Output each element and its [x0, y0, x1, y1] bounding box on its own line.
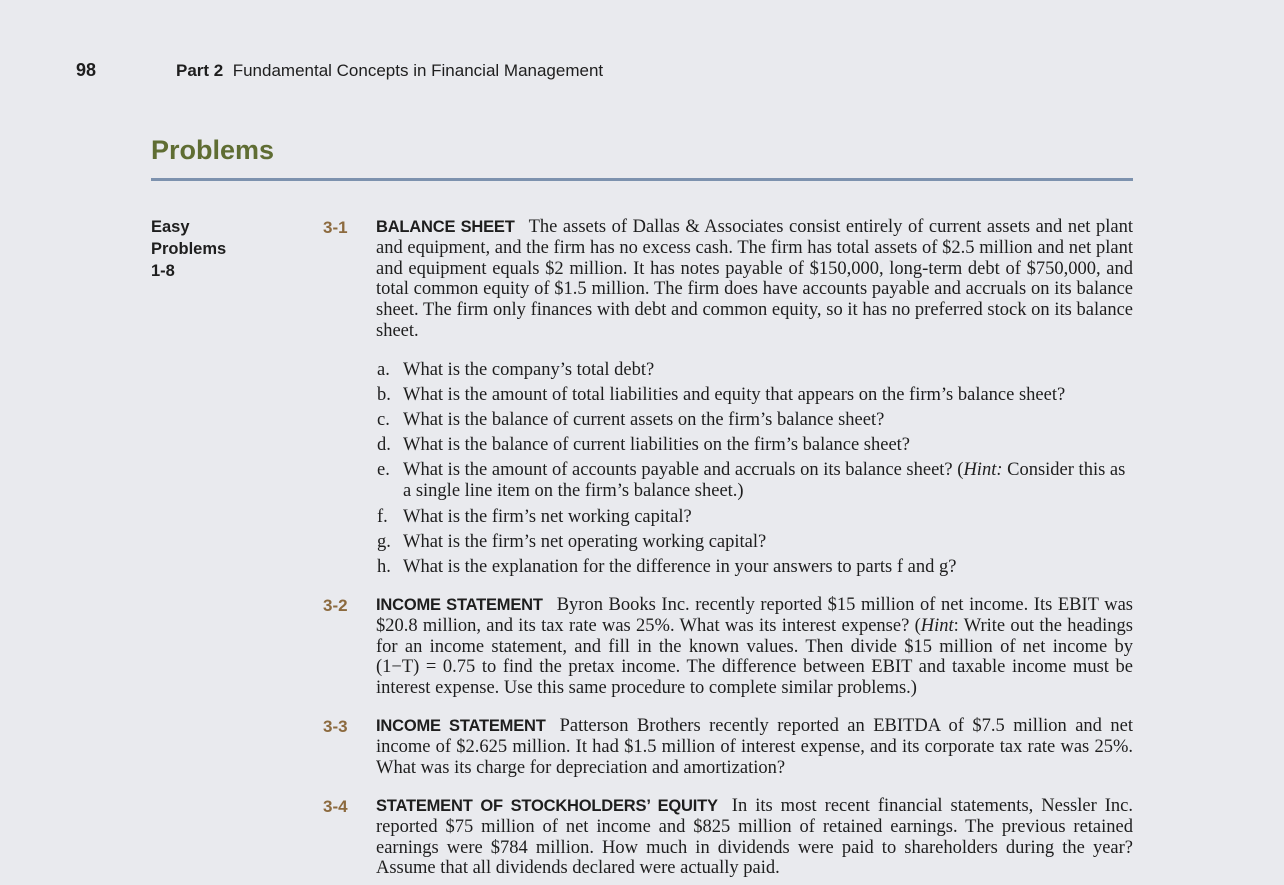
- problem-body: [376, 796, 1133, 879]
- problem-number: 3-4: [323, 797, 348, 816]
- question-c: [377, 410, 1133, 431]
- problem-3-1: [323, 217, 1133, 342]
- question-d: [377, 435, 1133, 456]
- question-g: [377, 532, 1133, 553]
- question-text: What is the balance of current assets on the firm’s balance sheet?: [403, 410, 885, 430]
- hint-label: Hint: [920, 615, 954, 636]
- question-letter: d.: [377, 435, 391, 455]
- problem-title: INCOME STATEMENT: [376, 717, 546, 735]
- problem-text: In its most recent financial statements, Nessler Inc. reported $75 million of net income and $825 million of retained earnings. The previous retained earnings were $784 million. How much in dividends were paid to shareholders during the year? Assume that all dividends declared were actually paid.: [376, 796, 1133, 879]
- problem-3-4: [323, 796, 1133, 879]
- question-letter: g.: [377, 532, 391, 552]
- question-text-start: What is the amount of accounts payable and accruals on its balance sheet? (: [403, 460, 964, 480]
- section-title: Problems: [151, 135, 275, 165]
- difficulty-line-2: Problems: [151, 240, 227, 258]
- question-letter: c.: [377, 410, 390, 430]
- question-text: What is the company’s total debt?: [403, 360, 655, 380]
- question-e: [377, 460, 1133, 502]
- problem-number: 3-3: [323, 717, 348, 736]
- question-text: What is the firm’s net operating working capital?: [403, 532, 767, 552]
- problem-number: 3-2: [323, 596, 348, 615]
- problem-title: BALANCE SHEET: [376, 218, 515, 236]
- question-text: [403, 460, 1133, 502]
- problem-text-end: : Write out the headings for an income statement, and fill in the known values. Then divide $15 million of net income by (1−T) = 0.75 to find the pretax income. The difference between EBIT and taxable income must be interest expense. Use this same procedure to complete similar problems.): [376, 615, 1134, 699]
- question-letter: e.: [377, 460, 390, 480]
- part-title: Fundamental Concepts in Financial Management: [232, 61, 604, 80]
- question-letter: h.: [377, 557, 391, 577]
- problem-title: STATEMENT OF STOCKHOLDERS’ EQUITY: [376, 797, 718, 815]
- problem-number: 3-1: [323, 218, 348, 237]
- problem-3-2: [323, 595, 1133, 699]
- difficulty-line-1: Easy: [151, 218, 190, 236]
- page-number: 98: [76, 60, 97, 80]
- question-letter: b.: [377, 385, 391, 405]
- question-f: [377, 507, 1133, 528]
- hint-label: Hint:: [963, 460, 1003, 480]
- question-a: [377, 360, 1133, 381]
- problem-body: [376, 595, 1133, 699]
- question-letter: a.: [377, 360, 390, 380]
- question-text: What is the explanation for the difference in your answers to parts f and g?: [403, 557, 957, 577]
- question-letter: f.: [377, 507, 388, 527]
- title-rule: [151, 178, 1133, 181]
- problem-text-start: Byron Books Inc. recently reported $15 million of net income. Its EBIT was $20.8 million, and its tax rate was 25%. What was its interest expense? (: [376, 595, 1133, 636]
- question-text: What is the balance of current liabilities on the firm’s balance sheet?: [403, 435, 911, 455]
- running-head: [176, 61, 603, 81]
- problem-body: [376, 217, 1133, 342]
- problem-title: INCOME STATEMENT: [376, 596, 543, 614]
- problem-text: The assets of Dallas & Associates consist entirely of current assets and net plant and equipment, and the firm has no excess cash. The firm has total assets of $2.5 million and net plant and equipment equals $2 million. It has notes payable of $150,000, long-term debt of $750,000, and total common equity of $1.5 million. The firm does have accounts payable and accruals on its balance sheet. The firm only finances with debt and common equity, so it has no preferred stock on its balance sheet.: [376, 217, 1133, 341]
- problem-body: [376, 716, 1133, 778]
- question-h: [377, 557, 1133, 578]
- problem-text: Patterson Brothers recently reported an EBITDA of $7.5 million and net income of $2.625 million. It had $1.5 million of interest expense, and its corporate tax rate was 25%. What was its charge for depreciation and amortization?: [376, 716, 1133, 778]
- question-b: [377, 385, 1133, 406]
- question-text: What is the amount of total liabilities and equity that appears on the firm’s balance sheet?: [403, 385, 1066, 405]
- problem-3-3: [323, 716, 1133, 778]
- question-text-end: Consider this as a single line item on the firm’s balance sheet.): [403, 460, 1126, 501]
- question-text: What is the firm’s net working capital?: [403, 507, 692, 527]
- difficulty-label: [151, 216, 226, 282]
- difficulty-line-3: 1-8: [151, 262, 175, 280]
- part-label: Part 2: [176, 61, 224, 80]
